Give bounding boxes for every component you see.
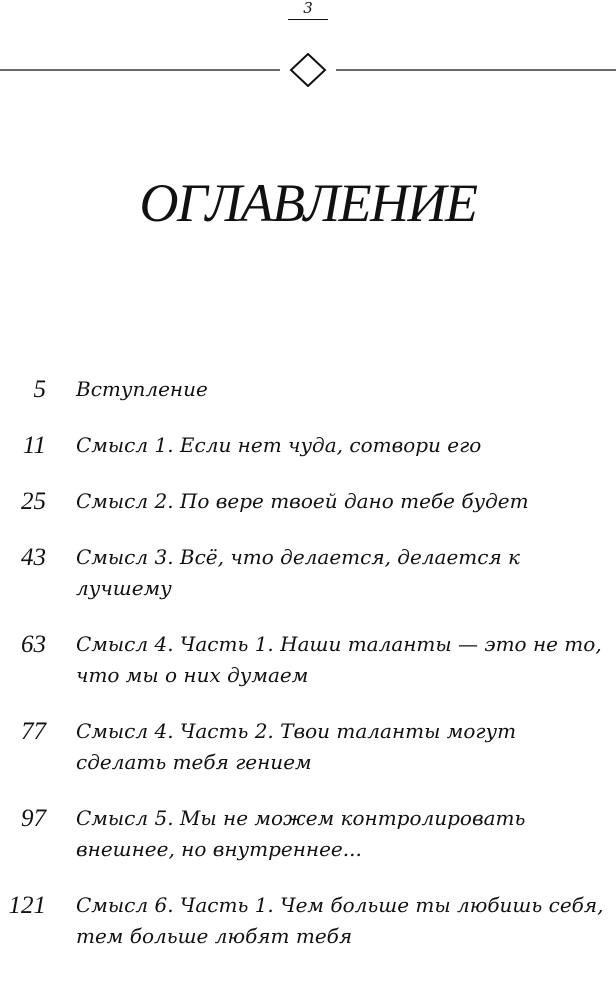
toc-title: Смысл 6. Часть 1. Чем больше ты любишь себя, тем больше любят тебя (76, 893, 604, 948)
toc-entry[interactable] (0, 486, 616, 517)
toc-entry[interactable] (0, 629, 616, 691)
toc-entry[interactable] (0, 542, 616, 604)
diamond-icon (291, 54, 325, 86)
toc-entry[interactable] (0, 430, 616, 461)
toc-title: Смысл 5. Мы не можем контролировать внешнее, но внутреннее... (76, 806, 526, 861)
toc-title: Смысл 1. Если нет чуда, сотвори его (76, 433, 482, 457)
toc-title: Смысл 4. Часть 1. Наши таланты — это не то, что мы о них думаем (76, 632, 602, 687)
page-number: 3 (288, 0, 328, 20)
toc-title: Смысл 3. Всё, что делается, делается к лучшему (76, 545, 521, 600)
toc-entry[interactable] (0, 803, 616, 865)
toc-page-number: 5 (33, 376, 46, 403)
toc-title: Смысл 4. Часть 2. Твои таланты могут сделать тебя гением (76, 719, 517, 774)
toc-page-number: 121 (8, 892, 46, 919)
toc-title: Вступление (76, 377, 208, 401)
toc-entry[interactable] (0, 890, 616, 952)
toc-page-number: 43 (21, 544, 46, 571)
table-of-contents (0, 374, 616, 977)
toc-page-number: 25 (21, 488, 46, 515)
toc-page-number: 97 (21, 805, 46, 832)
toc-title: Смысл 2. По вере твоей дано тебе будет (76, 489, 529, 513)
divider-ornament (0, 53, 616, 87)
toc-entry[interactable] (0, 374, 616, 405)
toc-page-number: 11 (22, 432, 46, 459)
page-title: ОГЛАВЛЕНИЕ (139, 173, 477, 233)
toc-page-number: 63 (21, 631, 46, 658)
toc-entry[interactable] (0, 716, 616, 778)
toc-page-number: 77 (21, 718, 46, 745)
